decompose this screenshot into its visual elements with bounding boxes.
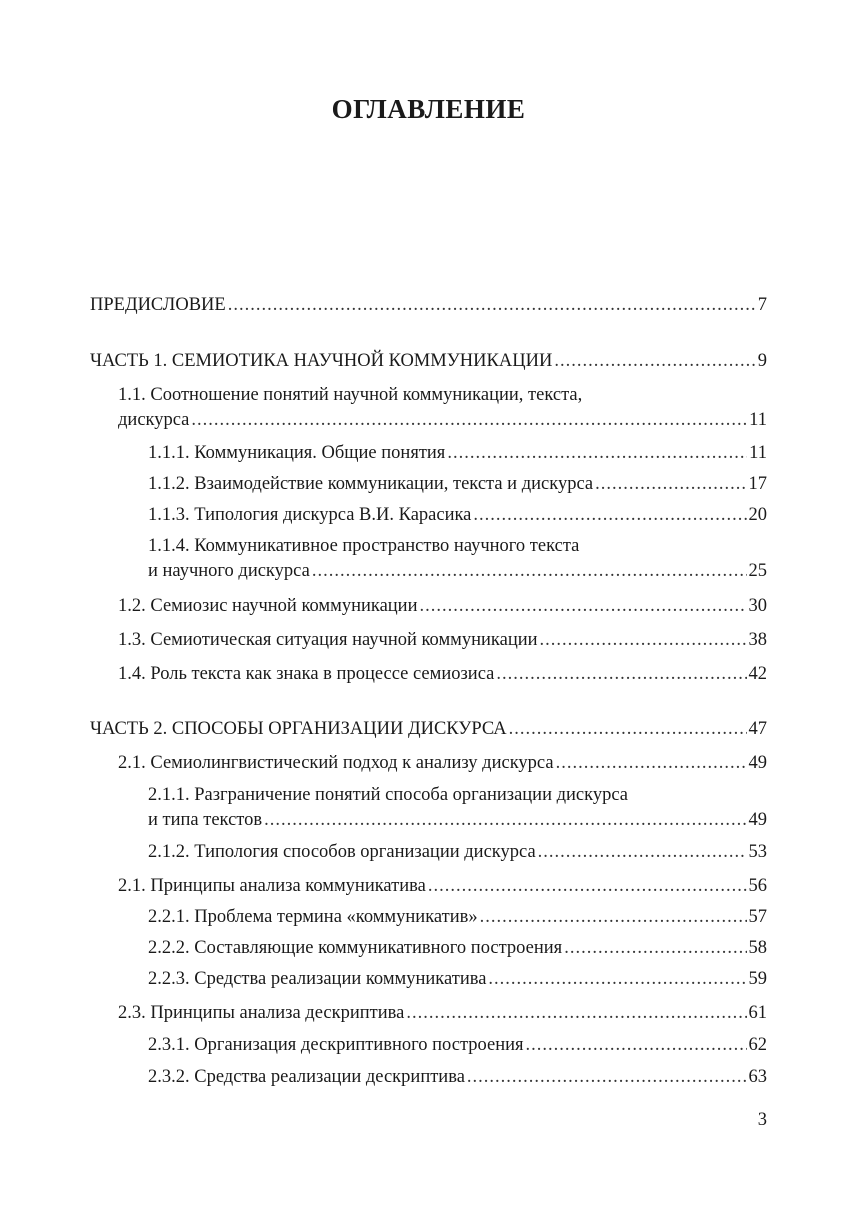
toc-entry-text: ЧАСТЬ 1. СЕМИОТИКА НАУЧНОЙ КОММУНИКАЦИИ xyxy=(90,351,553,371)
toc-entry-2-3-2[interactable] xyxy=(148,1065,767,1089)
dot-leader xyxy=(191,408,747,432)
toc-entry-2-1-1-line1: 2.1.1. Разграничение понятий способа организации дискурса xyxy=(148,785,629,805)
toc-entry-2-2-3[interactable] xyxy=(148,967,767,991)
toc-entry-text: ПРЕДИСЛОВИЕ xyxy=(90,295,226,315)
toc-entry-text: 2.2.1. Проблема термина «коммуникатив» xyxy=(148,907,478,927)
dot-leader xyxy=(420,594,747,618)
toc-entry-1-4[interactable] xyxy=(118,662,767,686)
dot-leader xyxy=(556,751,747,775)
dot-leader xyxy=(526,1033,747,1057)
toc-entry-1-1-4[interactable] xyxy=(148,559,767,583)
toc-entry-text: 1.3. Семиотическая ситуация научной коммуникации xyxy=(118,630,538,650)
toc-page-number: 61 xyxy=(748,1003,767,1023)
toc-entry-2-1[interactable] xyxy=(118,751,767,775)
toc-entry-text: 2.1. Семиолингвистический подход к анализу дискурса xyxy=(118,753,554,773)
toc-page-number: 42 xyxy=(748,664,767,684)
toc-entry-text: 1.1.3. Типология дискурса В.И. Карасика xyxy=(148,505,472,525)
toc-entry-text: ЧАСТЬ 2. СПОСОБЫ ОРГАНИЗАЦИИ ДИСКУРСА xyxy=(90,719,507,739)
dot-leader xyxy=(488,967,746,991)
dot-leader xyxy=(480,905,747,929)
toc-page-number: 53 xyxy=(748,842,767,862)
toc-entry-part2[interactable] xyxy=(90,717,767,741)
dot-leader xyxy=(509,717,747,741)
dot-leader xyxy=(447,441,747,465)
toc-entry-text: 2.1. Принципы анализа коммуникатива xyxy=(118,876,426,896)
toc-page-number: 11 xyxy=(749,410,767,430)
dot-leader xyxy=(406,1001,746,1025)
toc-entry-1-1-line1: 1.1. Соотношение понятий научной коммуникации, текста, xyxy=(118,385,583,405)
page-title: ОГЛАВЛЕНИЕ xyxy=(331,94,526,124)
dot-leader xyxy=(473,503,746,527)
toc-entry-preface[interactable] xyxy=(90,293,767,317)
toc-entry-text: 1.1.1. Коммуникация. Общие понятия xyxy=(148,443,446,463)
dot-leader xyxy=(564,936,746,960)
dot-leader xyxy=(496,662,746,686)
toc-entry-2-2[interactable] xyxy=(118,874,767,898)
dot-leader xyxy=(467,1065,747,1089)
toc-page-number: 57 xyxy=(748,907,767,927)
toc-entry-text: 1.1.2. Взаимодействие коммуникации, текста и дискурса xyxy=(148,474,594,494)
toc-page-number: 49 xyxy=(748,753,767,773)
toc-entry-2-3[interactable] xyxy=(118,1001,767,1025)
dot-leader xyxy=(540,628,747,652)
toc-entry-text: 1.2. Семиозис научной коммуникации xyxy=(118,596,418,616)
toc-page-number: 59 xyxy=(748,969,767,989)
toc-page-number: 38 xyxy=(748,630,767,650)
toc-entry-text: 1.4. Роль текста как знака в процессе семиозиса xyxy=(118,664,495,684)
toc-entry-2-2-1[interactable] xyxy=(148,905,767,929)
toc-page-number: 56 xyxy=(748,876,767,896)
toc-entry-text: 2.1.2. Типология способов организации дискурса xyxy=(148,842,536,862)
toc-page-number: 25 xyxy=(748,561,767,581)
toc-entry-text: 2.3. Принципы анализа дескриптива xyxy=(118,1003,405,1023)
toc-page-number: 9 xyxy=(757,351,767,371)
toc-entry-1-1-2[interactable] xyxy=(148,472,767,496)
toc-entry-2-2-2[interactable] xyxy=(148,936,767,960)
dot-leader xyxy=(554,349,755,373)
dot-leader xyxy=(538,840,747,864)
toc-page-number: 17 xyxy=(748,474,767,494)
toc-page-number: 49 xyxy=(748,810,767,830)
toc-page-number: 47 xyxy=(748,719,767,739)
toc-entry-1-1-3[interactable] xyxy=(148,503,767,527)
toc-entry-text: и типа текстов xyxy=(148,810,263,830)
toc-page-number: 30 xyxy=(748,596,767,616)
toc-entry-text: 2.3.1. Организация дескриптивного построения xyxy=(148,1035,524,1055)
dot-leader xyxy=(264,808,746,832)
toc-entry-2-1-1[interactable] xyxy=(148,808,767,832)
toc-page-number: 58 xyxy=(748,938,767,958)
toc-entry-1-2[interactable] xyxy=(118,594,767,618)
dot-leader xyxy=(228,293,756,317)
toc-entry-text: и научного дискурса xyxy=(148,561,310,581)
toc-entry-1-1-1[interactable] xyxy=(148,441,767,465)
toc-entry-part1[interactable] xyxy=(90,349,767,373)
toc-entry-text: 2.3.2. Средства реализации дескриптива xyxy=(148,1067,465,1087)
toc-entry-text: 2.2.3. Средства реализации коммуникатива xyxy=(148,969,487,989)
page-number: 3 xyxy=(757,1110,767,1130)
toc-page-number: 11 xyxy=(749,443,767,463)
toc-page-number: 63 xyxy=(748,1067,767,1087)
toc-page-number: 62 xyxy=(748,1035,767,1055)
toc-entry-2-3-1[interactable] xyxy=(148,1033,767,1057)
dot-leader xyxy=(312,559,747,583)
toc-entry-1-3[interactable] xyxy=(118,628,767,652)
toc-entry-text: 2.2.2. Составляющие коммуникативного построения xyxy=(148,938,563,958)
toc-entry-text: дискурса xyxy=(118,410,190,430)
toc-entry-1-1[interactable] xyxy=(118,408,767,432)
toc-entry-1-1-4-line1: 1.1.4. Коммуникативное пространство научного текста xyxy=(148,536,580,556)
toc-page-number: 7 xyxy=(757,295,767,315)
toc-entry-2-1-2[interactable] xyxy=(148,840,767,864)
dot-leader xyxy=(428,874,747,898)
toc-page-number: 20 xyxy=(748,505,767,525)
dot-leader xyxy=(595,472,746,496)
